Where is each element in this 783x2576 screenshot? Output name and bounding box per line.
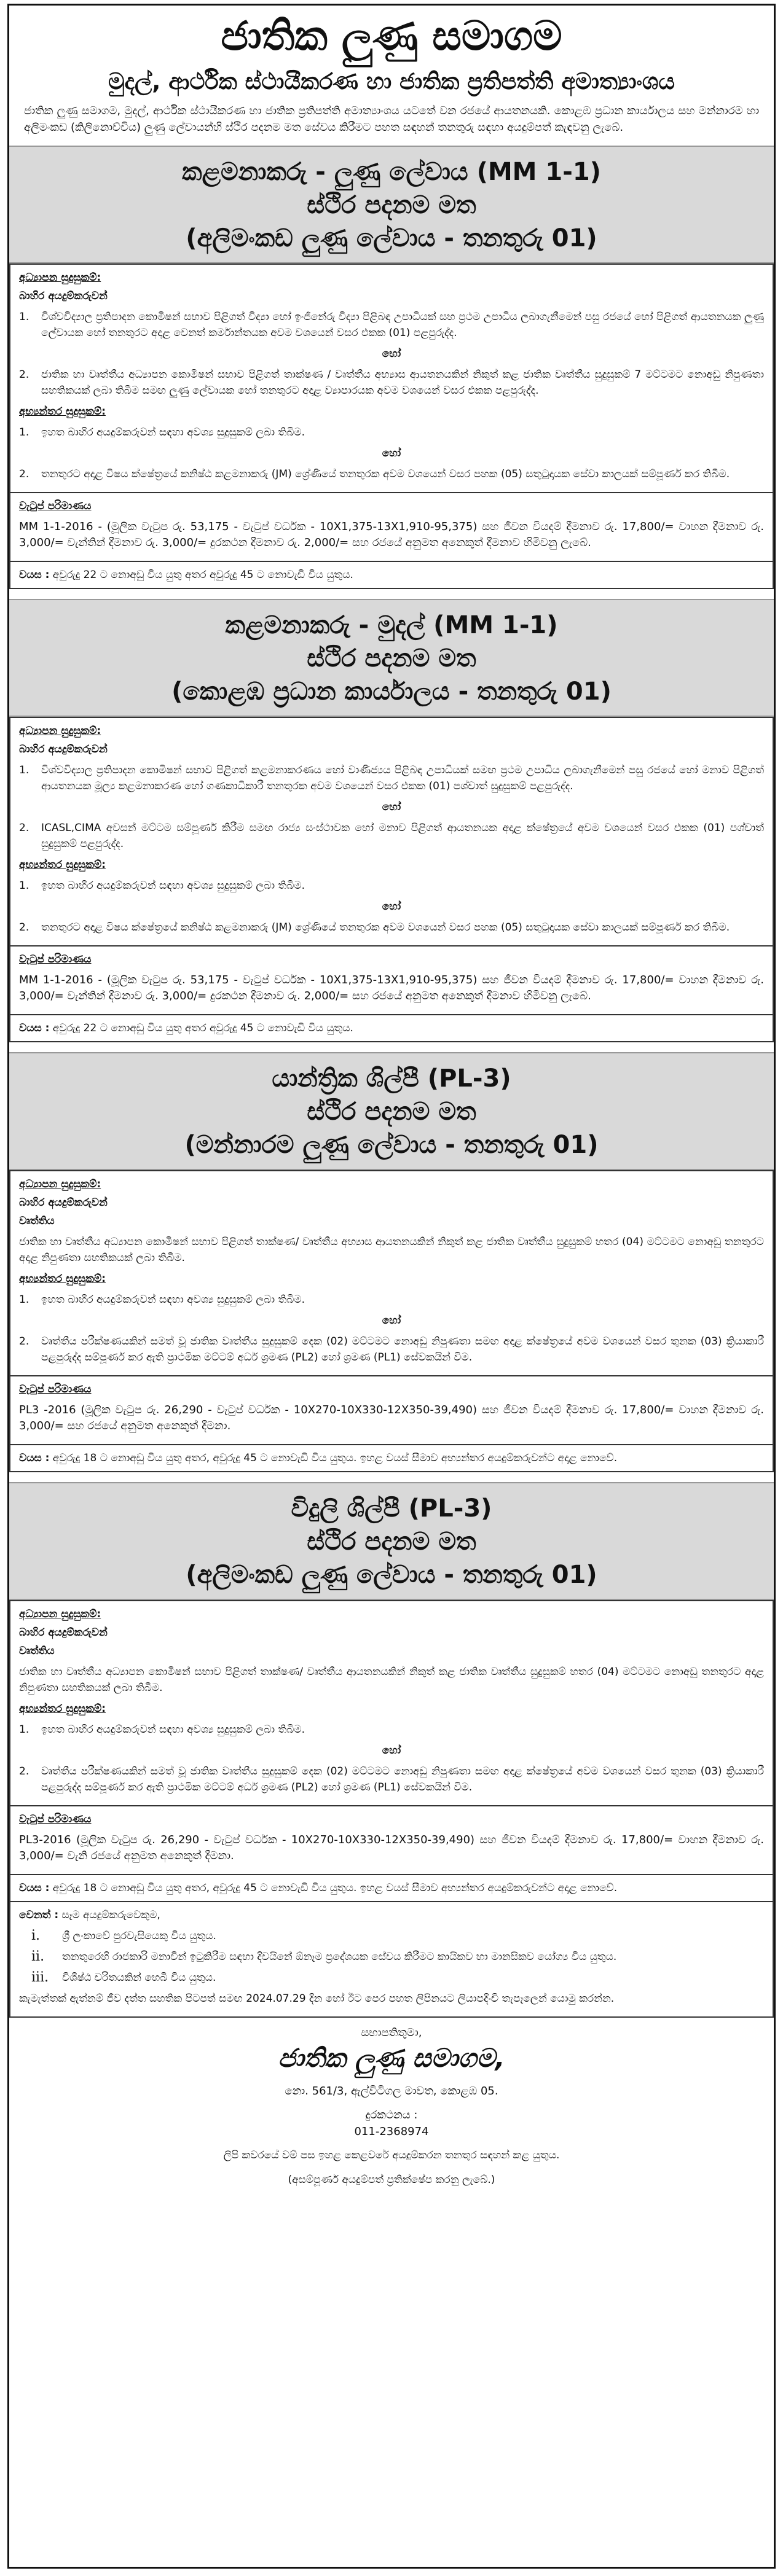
telephone-label: දුරකථනය : [365,2109,418,2121]
item-text: ඉහත බාහිර අයදුම්කරුවන් සඳහා අවශ්‍ය සුදුසුකම් ලබා තිබීම. [41,880,305,892]
or-divider: හෝ [382,348,401,360]
list-item [19,1763,764,1795]
list-item [19,919,764,935]
salary-text: MM 1-1-2016 - (මූලික වැටුප රු. 53,175 - වැටුප් වර්ධක - 10X1,375-13X1,910-95,375) සහ ජීවන වියදම් දීමනාව රු. 17,800/= වාහන දීමනාව රු. 3,000/= වැන්තින් දීමනාව රු. 3,000/= දුරකථන දීමනාව රු. 2,000/= සහ රජයේ අනුමත අනෙකුත් දීමනාව හිමිවනු ලැබේ. [19,520,764,549]
internal-heading: අභ්‍යන්තර සුදුසුකම්: [19,405,106,418]
salary-row [19,972,764,1004]
external-heading: බාහිර අයදුම්කරුවන් [19,1626,108,1639]
internal-heading: අභ්‍යන්තර සුදුසුකම්: [19,859,106,871]
salary-heading: වැටුප් පරිමාණය [19,500,92,512]
advertisement-page [7,4,776,2569]
vacancy-header [9,1052,774,1170]
salary-row [19,1832,764,1864]
item-text: වෘත්තීය පරීක්ෂණයකින් සමත් වූ ජාතික වෘත්තීය සුදුසුකම් දෙක (02) මට්ටමට නොඅඩු නිපුණතා සමඟ අදාළ ක්ෂේත්‍රයේ අවම වශයෙන් වසර තුනක (03) ක්‍රියාකාරී පළපුරුද්ද සම්පූර්ණ කර ඇති ප්‍රාථමික මට්ටම් අර්ධ ශ්‍රමණ (PL2) හෝ ශ්‍රමණ (PL1) සේවකයින් විම. [41,1335,764,1364]
list-item [19,309,764,341]
age-heading: වයස : [19,1882,50,1894]
trade-heading: වෘත්තිය [19,1215,55,1227]
qualification-heading: අධ්‍යාපන සුදුසුකම්: [19,1608,101,1620]
vacancy-header [9,599,774,717]
vacancy-location: (මන්නාරම ලුණු ලේවාය - තනතුරු 01) [184,1131,599,1159]
age-heading: වයස : [19,1022,50,1034]
org-title: ජාතික ලුණු සමාගම [221,12,562,60]
item-text: ඉහත බාහිර අයදුම්කරුවන් සඳහා අවශ්‍ය සුදුසුකම් ලබා තිබීම. [41,1294,305,1306]
item-number: 2. [19,1335,30,1348]
note-text: ශ්‍රී ලංකාවේ පුරවැසියෙකු විය යුතුය. [62,1930,216,1942]
qualification-heading: අධ්‍යාපන සුදුසුකම්: [19,271,101,284]
vacancy-location: (අලිමංකඩ ලුණු ලේවාය - තනතුරු 01) [186,224,597,252]
requirements-table [9,263,774,589]
age-heading: වයස : [19,569,50,581]
vacancy-title: කළමනාකරු - ලුණු ලේවාය (MM 1-1) [182,158,601,186]
salary-row [19,519,764,551]
list-item [19,367,764,399]
item-number: 2. [19,822,30,834]
footer [9,2018,774,2187]
list-item [19,424,764,440]
vacancy-location: (අලිමංකඩ ලුණු ලේවාය - තනතුරු 01) [186,1561,597,1589]
telephone-number: 011-2368974 [354,2125,429,2138]
vacancy-header [9,146,774,263]
salary-row [19,1402,764,1434]
notes-heading: වෙනත් : [19,1909,59,1921]
age-text: අවුරුදු 18 ට නොඅඩු විය යුතු අතර, අවුරුදු 45 ට නොවැඩි විය යුතුය. ඉහළ වයස් සීමාව අභ්‍යන්තර අයදුම්කරුවන්ට අදාළ නොවේ. [52,1452,618,1464]
internal-heading: අභ්‍යන්තර සුදුසුකම්: [19,1703,106,1715]
list-item [19,1234,764,1266]
list-item [19,762,764,794]
footer-note-2: (අසම්පූර්ණ අයදුම්පත් ප්‍රතික්ෂේප කරනු ලැබේ.) [288,2174,495,2186]
vacancy-basis: ස්ථිර පදනම මත [307,1098,476,1126]
list-item [19,1333,764,1365]
item-text: ඉහත බාහිර අයදුම්කරුවන් සඳහා අවශ්‍ය සුදුසුකම් ලබා තිබීම. [41,1723,305,1736]
salary-text: PL3 -2016 (මූලික වැටුප රු. 26,290 - වැටුප් වර්ධක - 10X270-10X330-12X350-39,490) සහ ජීවන වියදම් දීමනාව රු. 17,800/= වාහන දීමනාව රු. 3,000/= සහ රජයේ අනුමත අනෙකුත් දීමනා. [19,1403,764,1432]
footer-note-1: ලිපි කවරයේ වම් පස ඉහළ කෙළවරේ අයදුම්කරන තනතුර සඳහන් කළ යුතුය. [223,2149,560,2161]
vacancy-basis: ස්ථිර පදනම මත [307,644,476,673]
closing-instruction [19,1991,764,2007]
item-text: ඉහත බාහිර අයදුම්කරුවන් සඳහා අවශ්‍ය සුදුසුකම් ලබා තිබීම. [41,426,305,439]
item-text: විශ්වවිද්‍යාල ප්‍රතිපාදන කොමිෂන් සභාව පිළිගත් කළමනාකරණය හෝ වාණිජ්‍යය පිළිබඳ උපාධියක් සමඟ ප්‍රථම උපාධිය ලබාගැනීමෙන් පසු රජයේ හෝ මනාව පිළිගත් ආයතනයක මූල්‍ය කළමනාකරණ හෝ ගණකාධිකාරී තනතුරක අවම වශයෙන් වසර එකක (01) පශ්චාත් සුදුසුකම් පළපුරුද්ද. [41,764,764,792]
or-divider: හෝ [382,447,401,459]
salary-text: MM 1-1-2016 - (මූලික වැටුප රු. 53,175 - වැටුප් වර්ධක - 10X1,375-13X1,910-95,375) සහ ජීවන වියදම් දීමනාව රු. 17,800/= වාහන දීමනාව රු. 3,000/= වැන්තින් දීමනාව රු. 3,000/= දුරකථන දීමනාව රු. 2,000/= සහ රජයේ අනුමත අනෙකුත් දීමනාව හිමිවනු ලැබේ. [19,974,764,1002]
closing-text: කැමැත්තක් ඇත්නම් ජීව දත්ත සහතික පිටපත් සමඟ 2024.07.29 දින හෝ ඊට පෙර පහත ලිපිනයට ලියාපදිංචි තැපෑලෙන් යොමු කරන්න. [19,1992,615,2005]
signatory: සභාපතිතුමා, [361,2026,422,2039]
vacancy-location: (කොළඹ ප්‍රධාන කාර්යාලය - තනතුරු 01) [171,677,612,706]
ministry-name: මුදල්, ආර්ථික ස්ථායීකරණ හා ජාතික ප්‍රතිපත්ති අමාත්‍යාංශය [108,68,675,95]
list-item [19,1292,764,1308]
trade-heading: වෘත්තිය [19,1645,55,1657]
vacancy-basis: ස්ථිර පදනම මත [307,191,476,219]
list-item [19,820,764,852]
or-divider: හෝ [382,801,401,813]
vacancy-title: කළමනාකරු - මුදල් (MM 1-1) [225,611,558,639]
item-text: තනතුරට අදාළ විෂය ක්ෂේත්‍රයේ කනිෂ්ඨ කළමනාකරු (JM) ශ්‍රේණියේ තනතුරක අවම වශයෙන් වසර පහක (05) සතුටුදායක සේවා කාලයක් සම්පූර්ණ කර තිබීම. [41,468,730,480]
item-number: 1. [19,426,30,439]
item-text: ජාතික හා වෘත්තීය අධ්‍යාපන කොමිෂන් සභාව පිළිගත් තාක්ෂණ/ වෘත්තීය ආයතනයකින් නිකුත් කළ ජාතික වෘත්තීය සුදුසුකම් හතර (04) මට්ටමට නොඅඩු තනතුරට අදාළ නිපුණතා සහතිකයක් ලබා තිබීම. [19,1666,764,1694]
salary-heading: වැටුප් පරිමාණය [19,1813,92,1825]
note-text: විශිෂ්ඨ චරිතයකින් හෙබි විය යුතුය. [62,1972,216,1984]
age-heading: වයස : [19,1452,50,1464]
salary-heading: වැටුප් පරිමාණය [19,1383,92,1395]
salary-text: PL3-2016 (මූලික වැටුප රු. 26,290 - වැටුප් වර්ධක - 10X270-10X330-12X350-39,490) සහ ජීවන වියදම් දීමනාව රු. 17,800/= වාහන දීමනාව රු. 3,000/= වැනි රජයේ අනුමත අනෙකුත් දීමනා. [19,1833,764,1862]
item-number: 2. [19,921,30,934]
vacancy-section-4 [9,1482,774,2018]
roman-numeral: iii. [31,1970,49,1985]
item-text: ජාතික හා වෘත්තීය අධ්‍යාපන කොමිෂන් සභාව පිළිගත් තාක්ෂණ/ වෘත්තීය අභ්‍යාස ආයතනයකින් නිකුත් කළ ජාතික වෘත්තීය සුදුසුකම් හතර (04) මට්ටමට නොඅඩු තනතුරට අදාළ නිපුණතා සහතිකයක් ලබා තිබීම. [19,1236,764,1264]
vacancy-header [9,1482,774,1600]
external-heading: බාහිර අයදුම්කරුවන් [19,743,108,755]
masthead [9,6,774,95]
footer-org: ජාතික ලුණු සමාගම, [278,2043,505,2073]
item-text: වෘත්තීය පරීක්ෂණයකින් සමත් වූ ජාතික වෘත්තීය සුදුසුකම් දෙක (02) මට්ටමට නොඅඩු නිපුණතා සමඟ අදාළ ක්ෂේත්‍රයේ අවම වශයෙන් වසර තුනක (03) ක්‍රියාකාරී පළපුරුද්ද සම්පූර්ණ කර ඇති ප්‍රාථමික මට්ටම් අර්ධ ශ්‍රමණ (PL2) හෝ ශ්‍රමණ (PL1) සේවකයින් විම. [41,1765,764,1793]
list-item [31,1949,764,1965]
requirements-table [9,1170,774,1472]
item-number: 1. [19,1723,30,1736]
list-item [19,466,764,482]
address: නො. 561/3, ඇල්විටිගල මාවත, කොළඹ 05. [285,2085,498,2098]
qualification-heading: අධ්‍යාපන සුදුසුකම්: [19,1178,101,1190]
item-text: තනතුරට අදාළ විෂය ක්ෂේත්‍රයේ කනිෂ්ඨ කළමනාකරු (JM) ශ්‍රේණියේ තනතුරක අවම වශයෙන් වසර පහක (05) සතුටුදායක සේවා කාලයක් සම්පූර්ණ කර තිබීම. [41,921,730,934]
list-item [19,1722,764,1738]
age-text: අවුරුදු 22 ට නොඅඩු විය යුතු අතර අවුරුදු 45 ට නොවැඩි විය යුතුය. [52,1022,353,1034]
item-text: ජාතික හා වෘත්තීය අධ්‍යාපන කොමිෂන් සභාව පිළිගත් තාක්ෂණ / වෘත්තීය අභ්‍යාස ආයතනයකින් නිකුත් කළ ජාතික වෘත්තීය සුදුසුකම් 7 මට්ටමට නොඅඩු නිපුණතා සහතිකයක් ලබා තිබීම සමඟ ලුණු ලේවායක හෝ තනතුරට අදාළ ව්‍යාපාරයක අවම වශයෙන් වසර එකක පළපුරුද්ද. [41,369,764,397]
or-divider: හෝ [382,1744,401,1757]
item-number: 1. [19,1294,30,1306]
internal-heading: අභ්‍යන්තර සුදුසුකම්: [19,1273,106,1285]
item-number: 1. [19,764,30,776]
external-heading: බාහිර අයදුම්කරුවන් [19,290,108,302]
item-number: 2. [19,468,30,480]
vacancy-title: යාන්ත්‍රික ශිල්පී (PL-3) [272,1064,511,1093]
vacancy-section-2 [9,599,774,1042]
item-text: ICASL,CIMA අවසන් මට්ටම සම්පූර්ණ කිරීම සමඟ රාජ්‍ය සංස්ථාවක හෝ මනාව පිළිගත් ආයතනයක අදාළ ක්ෂේත්‍රයේ අවම වශයෙන් වසර එකක (01) පශ්චාත් සුදුසුකම් පළපුරුද්ද. [41,822,764,850]
age-text: අවුරුදු 22 ට නොඅඩු විය යුතු අතර අවුරුදු 45 ට නොවැඩි විය යුතුය. [52,569,353,581]
or-divider: හෝ [382,900,401,913]
list-item [31,1970,764,1986]
vacancy-title: විදුලි ශිල්පී (PL-3) [291,1494,492,1523]
list-item [19,878,764,894]
qualification-heading: අධ්‍යාපන සුදුසුකම්: [19,725,101,737]
external-heading: බාහිර අයදුම්කරුවන් [19,1196,108,1209]
roman-numeral: ii. [31,1949,45,1964]
note-text: තනතුරෙහි රාජකාරි මනාවින් ඉටුකිරීම සඳහා දිවයිනේ ඕනෑම ප්‍රදේශයක සේවය කිරීමට කායිකව හා මානසිකව යෝග්‍ය විය යුතුය. [62,1951,617,1963]
item-text: විශ්වවිද්‍යාල ප්‍රතිපාදන කොමිෂන් සභාව පිළිගත් විද්‍යා හෝ ඉංජිනේරු විද්‍යා පිළිබඳ උපාධියක් සහ ප්‍රථම උපාධිය ලබාගැනීමෙන් පසු රජයේ හෝ පිළිගත් ආයතනයක ලුණු ලේවායක හෝ තනතුරට අදාළ වෙනත් කර්මාන්තයක අවම වශයෙන් වසර එකක (01) පළපුරුද්ද. [41,311,764,339]
salary-heading: වැටුප් පරිමාණය [19,953,92,966]
age-text: අවුරුදු 18 ට නොඅඩු විය යුතු අතර, අවුරුදු 45 ට නොවැඩි විය යුතුය. ඉහළ වයස් සීමාව අභ්‍යන්තර අයදුම්කරුවන්ට අදාළ නොවේ. [52,1882,618,1894]
requirements-table [9,1600,774,2018]
or-divider: හෝ [382,1314,401,1327]
item-number: 1. [19,880,30,892]
list-item [19,1664,764,1696]
vacancy-section-3 [9,1052,774,1472]
list-item [31,1928,764,1944]
vacancy-basis: ස්ථිර පදනම මත [307,1528,476,1556]
item-number: 2. [19,1765,30,1778]
requirements-table [9,717,774,1042]
notes-lead: සෑම අයදුම්කරුවෙකුම, [61,1909,160,1921]
item-number: 1. [19,311,30,323]
intro-paragraph: ජාතික ලුණු සමාගම, මුදල්, ආර්ථික ස්ථායීකරණ හා ජාතික ප්‍රතිපත්ති අමාත්‍යාංශය යටතේ වන රජයේ ආයතනයකි. කොළඹ ප්‍රධාන කාර්යාලය සහ මන්නාරම හා අලිමංකඩ (කිලිනොච්චිය) ලුණු ලේවායන්හි ස්ථිර පදනම මත සේවය කිරීමට පහත සඳහන් තනතුරු සඳහා අයදුම්පත් කැඳවනු ලැබේ. [24,104,759,134]
item-number: 2. [19,369,30,381]
vacancy-section-1 [9,146,774,589]
roman-numeral: i. [31,1928,41,1943]
